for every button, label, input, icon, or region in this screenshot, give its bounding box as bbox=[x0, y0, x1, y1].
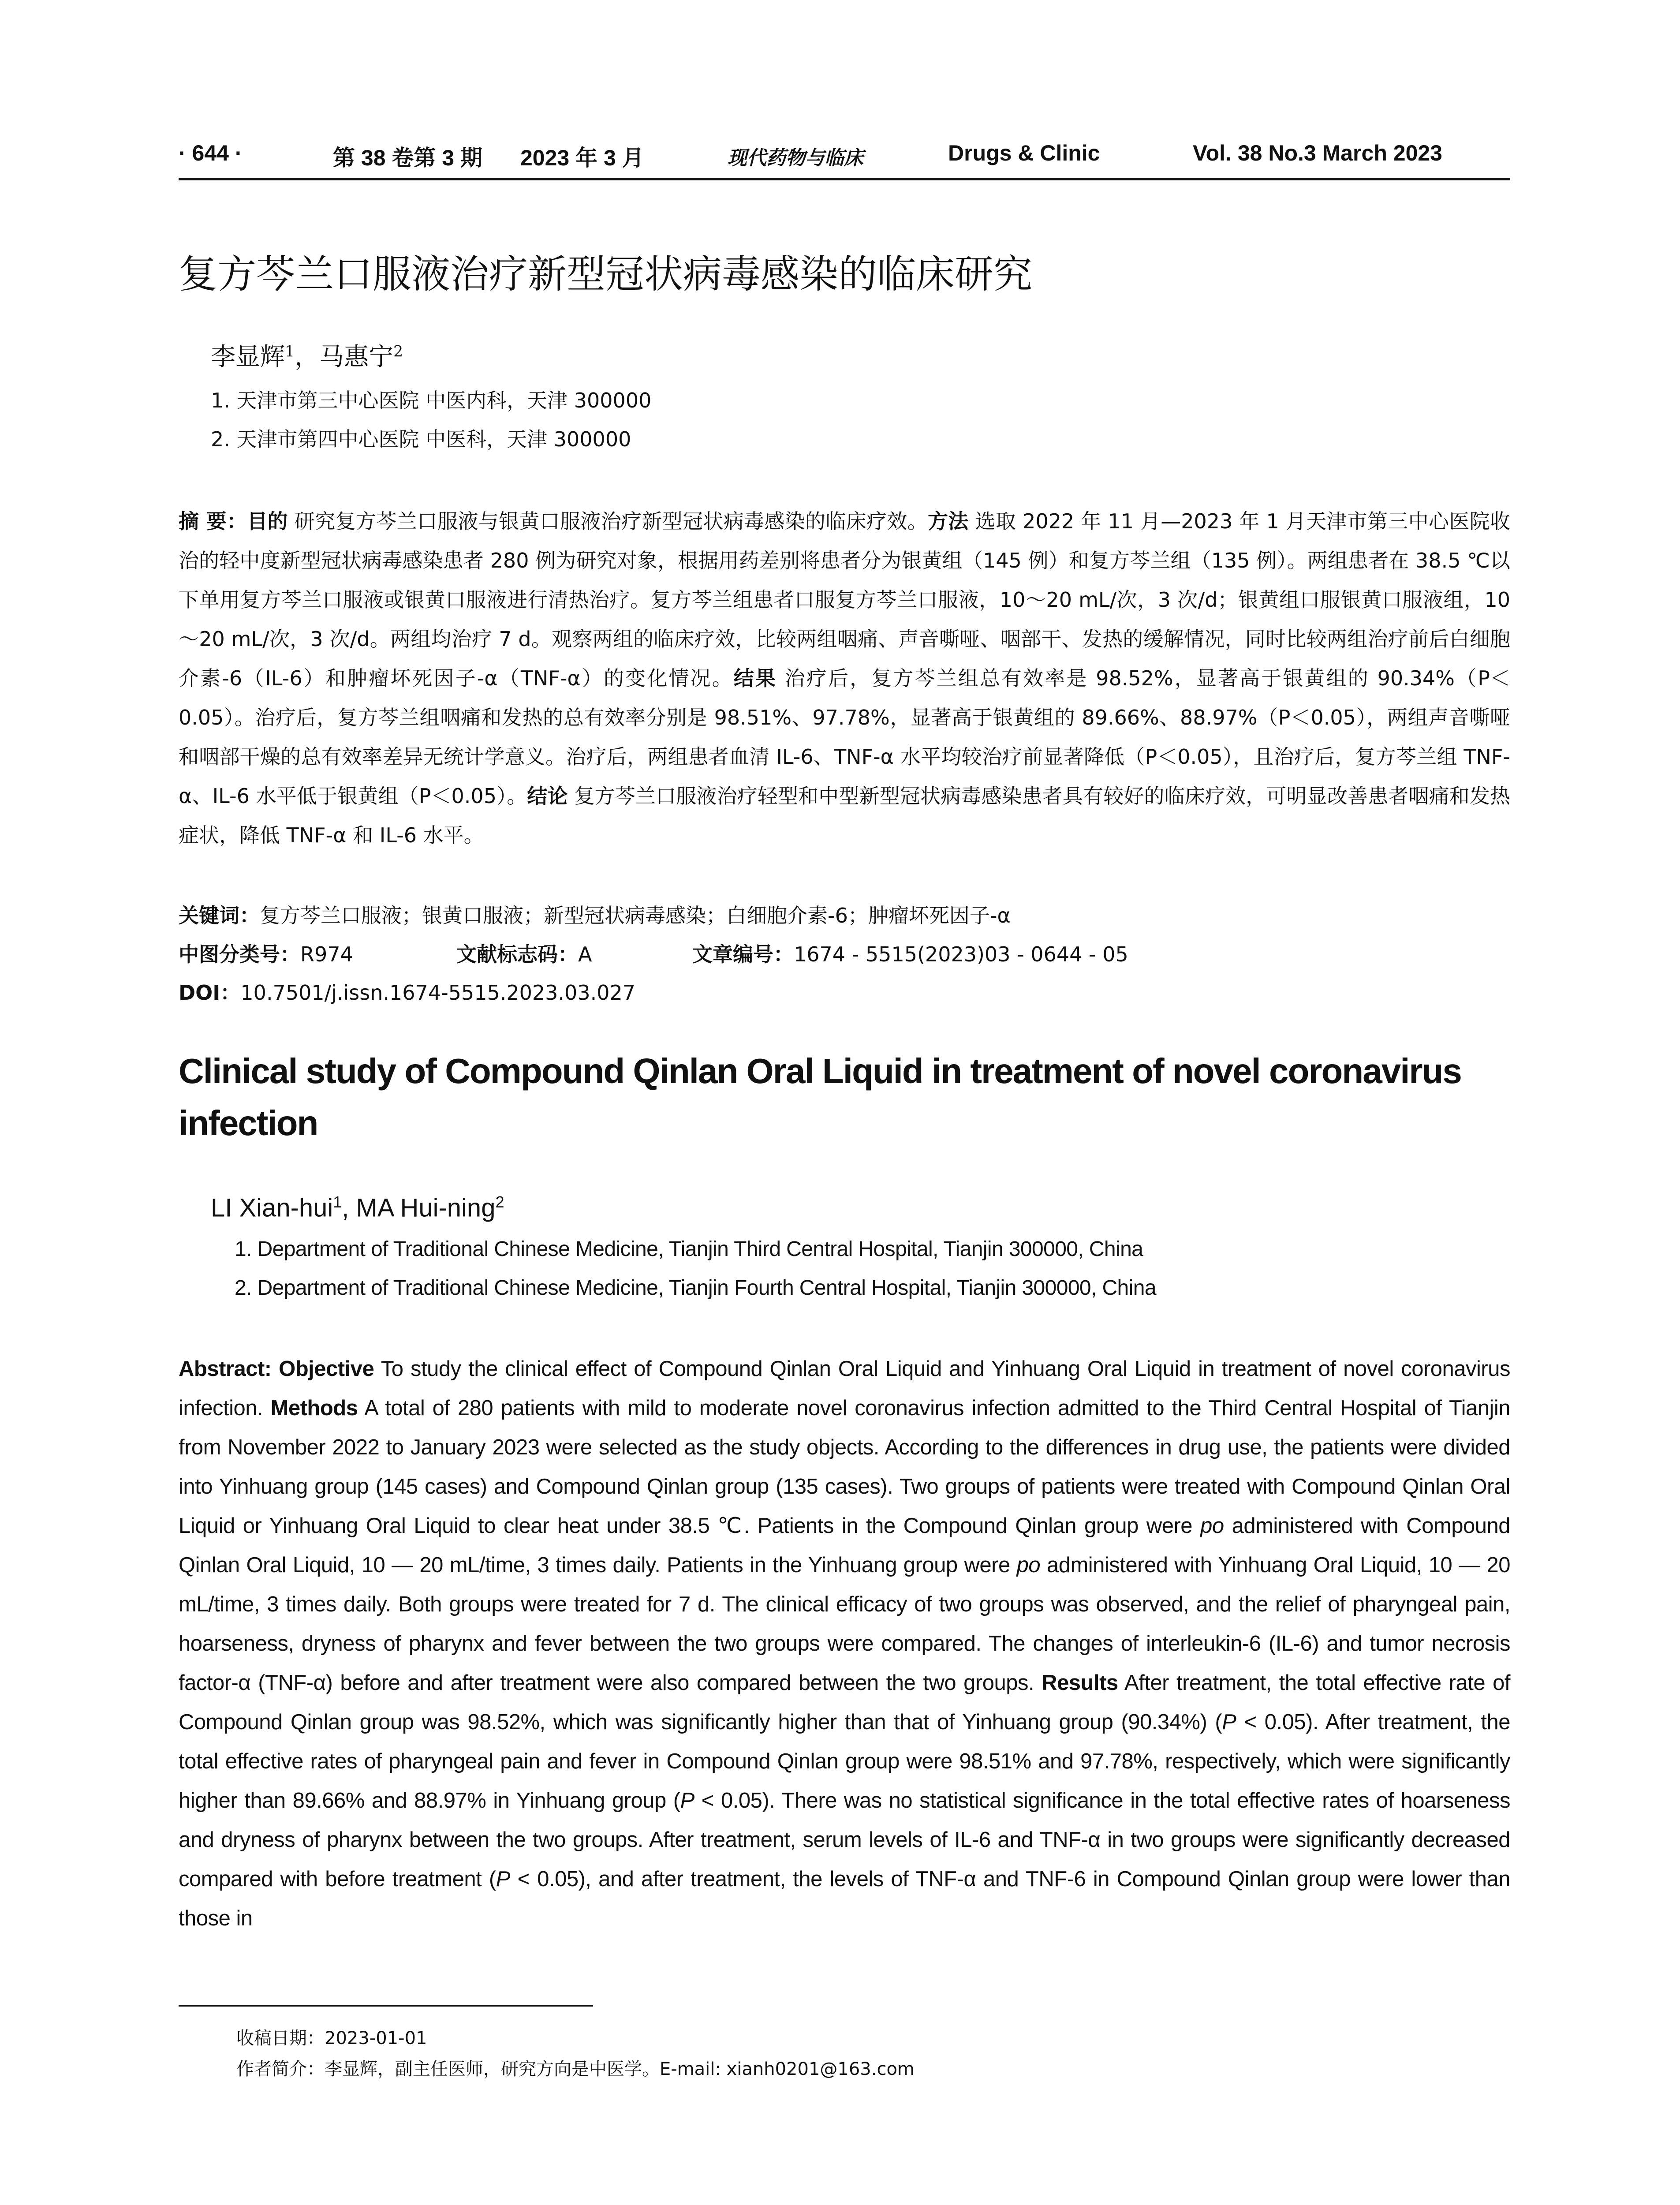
affiliation-en-1: 1. Department of Traditional Chinese Medicine, Tianjin Third Central Hospital, Tianjin 300000, China bbox=[235, 1237, 1143, 1261]
article-title-en: Clinical study of Compound Qinlan Oral Liquid in treatment of novel coronavirus infection bbox=[179, 1051, 1461, 1143]
clc-field bbox=[179, 938, 353, 968]
bio-label: 作者简介： bbox=[236, 2059, 325, 2079]
received-date bbox=[236, 2024, 427, 2049]
keywords-text: 复方芩兰口服液；银黄口服液；新型冠状病毒感染；白细胞介素-6；肿瘤坏死因子-α bbox=[260, 904, 1011, 927]
abstract-label: 摘 要： bbox=[179, 509, 247, 533]
methods-text: 选取 2022 年 11 月—2023 年 1 月天津市第三中心医院收治的轻中度新型冠状病毒感染患者 280 例为研究对象，根据用药差别将患者分为银黄组（145 例）和复方芩兰组（135 例）。两组患者在 38.5 ℃以下单用复方芩兰口服液或银黄口服液进行清热治疗。复方芩兰组患者口服复方芩兰口服液，10～20 mL/次，3 次/d；银黄组口服银黄口服液组，10～20 mL/次，3 次/d。两组均治疗 7 d。观察两组的临床疗效，比较两组咽痛、声音嘶哑、咽部干、发热的缓解情况，同时比较两组治疗前后白细胞介素-6（IL-6）和肿瘤坏死因子-α（TNF-α）的变化情况。 bbox=[179, 509, 1511, 690]
abstract-en bbox=[179, 1349, 1510, 1938]
p-value-symbol: P bbox=[1222, 1710, 1236, 1734]
author-bio bbox=[236, 2055, 915, 2080]
article-title-cn: 复方芩兰口服液治疗新型冠状病毒感染的临床研究 bbox=[179, 251, 1033, 297]
methods-label: 方法 bbox=[927, 509, 969, 533]
keywords-cn bbox=[179, 900, 1011, 929]
results-label: Results bbox=[1042, 1671, 1118, 1695]
date-cn: 2023 年 3 月 bbox=[520, 146, 644, 170]
doc-code-label: 文献标志码： bbox=[456, 942, 578, 966]
conclusion-label: 结论 bbox=[527, 784, 568, 808]
results-text: < 0.05). After treatment, the total effective rates of pharyngeal pain and fever in Compound Qinlan group were 98.51% and 97.78%, respectively, which were significantly higher than 89.66% and 88.97% in Yinhuang group ( bbox=[179, 1710, 1510, 1813]
authors-cn bbox=[211, 337, 403, 373]
received-label: 收稿日期： bbox=[236, 2028, 325, 2048]
volume-en: Vol. 38 No.3 March 2023 bbox=[1193, 141, 1442, 165]
methods-text: administered with Compound Qinlan Oral Liquid, 10 — 20 mL/time, 3 times daily. Patients in the Yinhuang group were bbox=[179, 1514, 1510, 1577]
volume-cn: 第 38 卷第 3 期 bbox=[333, 146, 482, 170]
p-value-symbol: P bbox=[496, 1867, 510, 1891]
author-separator: ， bbox=[295, 343, 320, 371]
affiliation-cn-2: 2. 天津市第四中心医院 中医科，天津 300000 bbox=[211, 427, 631, 451]
affiliation-en-2: 2. Department of Traditional Chinese Medicine, Tianjin Fourth Central Hospital, Tianjin 300000, China bbox=[235, 1276, 1156, 1300]
journal-name-cn: 现代药物与临床 bbox=[728, 147, 863, 169]
authors-en bbox=[211, 1193, 504, 1222]
abstract-label: Abstract: bbox=[179, 1357, 279, 1381]
article-number-field bbox=[692, 938, 1128, 968]
doi-label: DOI： bbox=[179, 981, 241, 1005]
author-name: LI Xian-hui bbox=[211, 1193, 333, 1222]
objective-label: 目的 bbox=[247, 509, 288, 533]
doc-code-value: A bbox=[578, 942, 592, 966]
affiliation-mark: 1 bbox=[285, 343, 295, 361]
methods-text: A total of 280 patients with mild to moderate novel coronavirus infection admitted to the Third Central Hospital of Tianjin from November 2022 to January 2023 were selected as the study objects. According to the differences in drug use, the patients were divided into Yinhuang group (145 cases) and Compound Qinlan group (135 cases). Two groups of patients were treated with Compound Qinlan Oral Liquid or Yinhuang Oral Liquid to clear heat under 38.5 ℃. Patients in the Compound Qinlan group were bbox=[179, 1396, 1511, 1538]
affiliation-mark: 1 bbox=[333, 1193, 342, 1211]
clc-value: R974 bbox=[300, 942, 353, 966]
bio-text: 李显辉，副主任医师，研究方向是中医学。E-mail: xianh0201@163.com bbox=[325, 2059, 915, 2079]
author-name: 李显辉 bbox=[211, 343, 285, 371]
conclusion-text: 复方芩兰口服液治疗轻型和中型新型冠状病毒感染患者具有较好的临床疗效，可明显改善患者咽痛和发热症状，降低 TNF-α 和 IL-6 水平。 bbox=[179, 784, 1511, 847]
po-abbrev: po bbox=[1200, 1514, 1224, 1538]
author-name: MA Hui-ning bbox=[356, 1193, 496, 1222]
results-text: < 0.05). There was no statistical significance in the total effective rates of hoarseness and dryness of pharynx between the two groups. After treatment, serum levels of IL-6 and TNF-α in two groups were significantly decreased compared with before treatment ( bbox=[179, 1789, 1510, 1891]
article-number-label: 文章编号： bbox=[692, 942, 794, 966]
affiliation-mark: 2 bbox=[495, 1193, 504, 1211]
author-name: 马惠宁 bbox=[319, 343, 394, 371]
journal-name-en: Drugs & Clinic bbox=[948, 141, 1100, 165]
received-value: 2023-01-01 bbox=[325, 2028, 427, 2048]
results-text: < 0.05), and after treatment, the levels of TNF-α and TNF-6 in Compound Qinlan group were lower than those in bbox=[179, 1867, 1510, 1930]
objective-text: To study the clinical effect of Compound Qinlan Oral Liquid and Yinhuang Oral Liquid in treatment of novel coronavirus infection. bbox=[179, 1357, 1510, 1420]
header-rule bbox=[179, 178, 1510, 180]
results-label: 结果 bbox=[733, 666, 777, 690]
abstract-cn bbox=[179, 502, 1510, 855]
doi-line bbox=[179, 977, 635, 1006]
doi-value[interactable]: 10.7501/j.issn.1674-5515.2023.03.027 bbox=[240, 981, 636, 1005]
objective-text: 研究复方芩兰口服液与银黄口服液治疗新型冠状病毒感染的临床疗效。 bbox=[287, 509, 928, 533]
classification-line bbox=[179, 938, 1510, 965]
doc-code-field bbox=[456, 938, 592, 968]
article-number-value: 1674 - 5515(2023)03 - 0644 - 05 bbox=[794, 942, 1128, 966]
p-value-symbol: P bbox=[680, 1789, 694, 1813]
page-number: · 644 · bbox=[179, 141, 243, 165]
po-abbrev: po bbox=[1016, 1553, 1041, 1577]
clc-label: 中图分类号： bbox=[179, 942, 300, 966]
affiliation-mark: 2 bbox=[393, 343, 403, 361]
methods-text: administered with Yinhuang Oral Liquid, 10 — 20 mL/time, 3 times daily. Both groups were treated for 7 d. The clinical efficacy of two groups was observed, and the relief of pharyngeal pain, hoarseness, dryness of pharynx and fever between the two groups were compared. The changes of interleukin-6 (IL-6) and tumor necrosis factor-α (TNF-α) before and after treatment were also compared between the two groups. bbox=[179, 1553, 1511, 1695]
footnote-rule bbox=[179, 2005, 593, 2007]
keywords-label: 关键词： bbox=[179, 904, 260, 927]
affiliation-cn-1: 1. 天津市第三中心医院 中医内科，天津 300000 bbox=[211, 389, 652, 412]
methods-label: Methods bbox=[270, 1396, 358, 1420]
objective-label: Objective bbox=[279, 1357, 374, 1381]
results-text: After treatment, the total effective rate of Compound Qinlan group was 98.52%, which was significantly higher than that of Yinhuang group (90.34%) ( bbox=[179, 1671, 1510, 1734]
author-separator: , bbox=[342, 1193, 356, 1222]
results-text: 治疗后，复方芩兰组总有效率是 98.52%，显著高于银黄组的 90.34%（P＜0.05）。治疗后，复方芩兰组咽痛和发热的总有效率分别是 98.51%、97.78%，显著高于银黄组的 89.66%、88.97%（P＜0.05），两组声音嘶哑和咽部干燥的总有效率差异无统计学意义。治疗后，两组患者血清 IL-6、TNF-α 水平均较治疗前显著降低（P＜0.05），且治疗后，复方芩兰组 TNF-α、IL-6 水平低于银黄组（P＜0.05）。 bbox=[179, 666, 1510, 808]
running-header bbox=[179, 140, 1510, 176]
